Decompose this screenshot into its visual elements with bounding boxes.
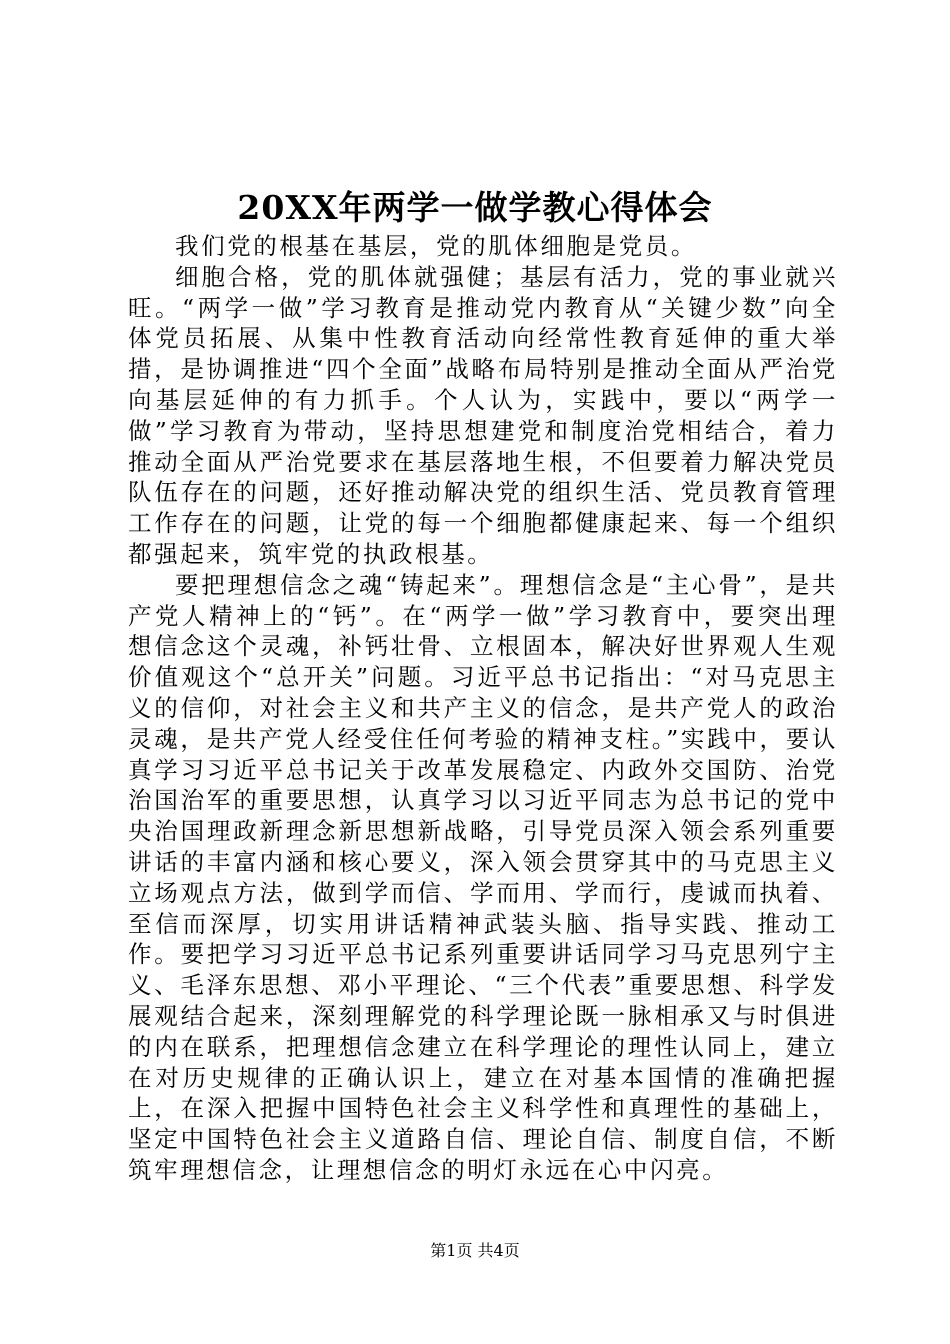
paragraph-1: 我们党的根基在基层，党的肌体细胞是党员。 [175,232,697,260]
page-number-footer: 第1页 共4页 [430,1241,520,1260]
document-body [128,231,838,1186]
paragraph-3: 要把理想信念之魂“铸起来”。理想信念是“主心骨”，是共产党人精神上的“钙”。在“两学一做”学习教育中，要突出理想信念这个灵魂，补钙壮骨、立根固本，解决好世界观人生观价值观这个“总开关”问题。习近平总书记指出：“对马克思主义的信仰，对社会主义和共产主义的信念，是共产党人的政治灵魂，是共产党人经受住任何考验的精神支柱。”实践中，要认真学习习近平总书记关于改革发展稳定、内政外交国防、治党治国治军的重要思想，认真学习以习近平同志为总书记的党中央治国理政新理念新思想新战略，引导党员深入领会系列重要讲话的丰富内涵和核心要义，深入领会贯穿其中的马克思主义立场观点方法，做到学而信、学而用、学而行，虔诚而执着、至信而深厚，切实用讲话精神武装头脑、指导实践、推动工作。要把学习习近平总书记系列重要讲话同学习马克思列宁主义、毛泽东思想、邓小平理论、“三个代表”重要思想、科学发展观结合起来，深刻理解党的科学理论既一脉相承又与时俱进的内在联系，把理想信念建立在科学理论的理性认同上，建立在对历史规律的正确认识上，建立在对基本国情的准确把握上，在深入把握中国特色社会主义科学性和真理性的基础上，坚定中国特色社会主义道路自信、理论自信、制度自信，不断筑牢理想信念，让理想信念的明灯永远在心中闪亮。 [128,570,838,1184]
document-title: 20XX年两学一做学教心得体会 [237,188,713,227]
paragraph-2: 细胞合格，党的肌体就强健；基层有活力，党的事业就兴旺。“两学一做”学习教育是推动党内教育从“关键少数”向全体党员拓展、从集中性教育活动向经常性教育延伸的重大举措，是协调推进“四个全面”战略布局特别是推动全面从严治党向基层延伸的有力抓手。个人认为，实践中，要以“两学一做”学习教育为带动，坚持思想建党和制度治党相结合，着力推动全面从严治党要求在基层落地生根，不但要着力解决党员队伍存在的问题，还好推动解决党的组织生活、党员教育管理工作存在的问题，让党的每一个细胞都健康起来、每一个组织都强起来，筑牢党的执政根基。 [128,262,838,568]
